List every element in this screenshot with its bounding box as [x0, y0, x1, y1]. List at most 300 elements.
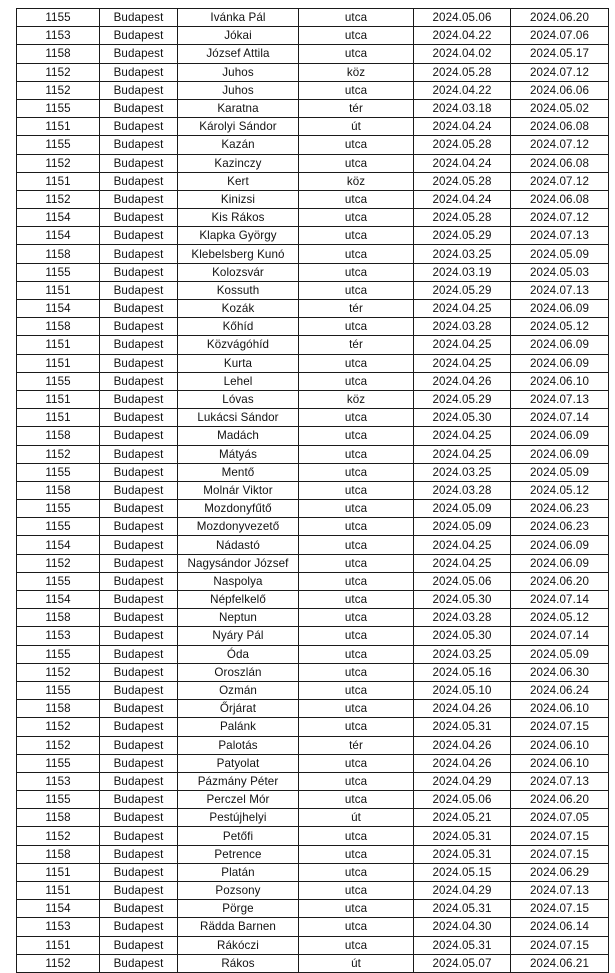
postal-code-cell: 1152: [17, 154, 100, 172]
postal-code-cell: 1153: [17, 627, 100, 645]
postal-code-cell: 1153: [17, 772, 100, 790]
table-row: [17, 809, 609, 827]
table-row: [17, 27, 609, 45]
street-type-cell: utca: [299, 827, 414, 845]
start-date-cell: 2024.04.25: [414, 336, 511, 354]
end-date-cell: 2024.06.10: [511, 700, 609, 718]
end-date-cell: 2024.06.29: [511, 863, 609, 881]
postal-code-cell: 1152: [17, 827, 100, 845]
end-date-cell: 2024.07.13: [511, 227, 609, 245]
start-date-cell: 2024.04.26: [414, 736, 511, 754]
start-date-cell: 2024.05.31: [414, 936, 511, 954]
start-date-cell: 2024.05.15: [414, 863, 511, 881]
end-date-cell: 2024.06.21: [511, 954, 609, 972]
table-row: [17, 445, 609, 463]
end-date-cell: 2024.07.12: [511, 172, 609, 190]
city-cell: Budapest: [100, 9, 178, 27]
table-row: [17, 536, 609, 554]
postal-code-cell: 1152: [17, 954, 100, 972]
start-date-cell: 2024.05.30: [414, 591, 511, 609]
street-name-cell: Kis Rákos: [178, 209, 299, 227]
start-date-cell: 2024.05.31: [414, 900, 511, 918]
street-type-cell: tér: [299, 736, 414, 754]
postal-code-cell: 1154: [17, 209, 100, 227]
table-row: [17, 754, 609, 772]
start-date-cell: 2024.04.24: [414, 154, 511, 172]
end-date-cell: 2024.06.09: [511, 427, 609, 445]
table-row: [17, 427, 609, 445]
end-date-cell: 2024.06.09: [511, 300, 609, 318]
start-date-cell: 2024.04.24: [414, 118, 511, 136]
start-date-cell: 2024.04.25: [414, 300, 511, 318]
start-date-cell: 2024.05.28: [414, 63, 511, 81]
end-date-cell: 2024.07.14: [511, 591, 609, 609]
postal-code-cell: 1153: [17, 27, 100, 45]
table-row: [17, 900, 609, 918]
start-date-cell: 2024.04.26: [414, 754, 511, 772]
city-cell: Budapest: [100, 281, 178, 299]
start-date-cell: 2024.05.28: [414, 209, 511, 227]
city-cell: Budapest: [100, 900, 178, 918]
street-name-cell: Klapka György: [178, 227, 299, 245]
table-row: [17, 281, 609, 299]
end-date-cell: 2024.07.13: [511, 390, 609, 408]
postal-code-cell: 1154: [17, 591, 100, 609]
table-row: [17, 99, 609, 117]
street-type-cell: utca: [299, 427, 414, 445]
street-type-cell: utca: [299, 900, 414, 918]
city-cell: Budapest: [100, 154, 178, 172]
street-name-cell: Juhos: [178, 81, 299, 99]
end-date-cell: 2024.06.23: [511, 500, 609, 518]
city-cell: Budapest: [100, 318, 178, 336]
start-date-cell: 2024.05.28: [414, 136, 511, 154]
start-date-cell: 2024.05.30: [414, 627, 511, 645]
street-type-cell: utca: [299, 9, 414, 27]
end-date-cell: 2024.05.12: [511, 481, 609, 499]
city-cell: Budapest: [100, 736, 178, 754]
street-name-cell: Kazán: [178, 136, 299, 154]
street-type-cell: utca: [299, 136, 414, 154]
table-row: [17, 154, 609, 172]
end-date-cell: 2024.07.14: [511, 627, 609, 645]
start-date-cell: 2024.05.31: [414, 845, 511, 863]
postal-code-cell: 1154: [17, 227, 100, 245]
start-date-cell: 2024.05.30: [414, 409, 511, 427]
table-row: [17, 554, 609, 572]
street-type-cell: utca: [299, 190, 414, 208]
postal-code-cell: 1152: [17, 190, 100, 208]
street-name-cell: Népfelkelő: [178, 591, 299, 609]
street-type-cell: utca: [299, 536, 414, 554]
end-date-cell: 2024.06.10: [511, 736, 609, 754]
street-name-cell: Kazinczy: [178, 154, 299, 172]
end-date-cell: 2024.07.12: [511, 136, 609, 154]
postal-code-cell: 1154: [17, 900, 100, 918]
street-type-cell: utca: [299, 700, 414, 718]
street-name-cell: Lóvas: [178, 390, 299, 408]
table-row: [17, 736, 609, 754]
end-date-cell: 2024.07.06: [511, 27, 609, 45]
start-date-cell: 2024.03.18: [414, 99, 511, 117]
table-row: [17, 190, 609, 208]
postal-code-cell: 1154: [17, 300, 100, 318]
postal-code-cell: 1155: [17, 500, 100, 518]
city-cell: Budapest: [100, 772, 178, 790]
end-date-cell: 2024.07.13: [511, 882, 609, 900]
table-row: [17, 591, 609, 609]
postal-code-cell: 1152: [17, 63, 100, 81]
end-date-cell: 2024.07.15: [511, 900, 609, 918]
city-cell: Budapest: [100, 409, 178, 427]
end-date-cell: 2024.06.09: [511, 554, 609, 572]
table-row: [17, 81, 609, 99]
table-row: [17, 954, 609, 972]
table-row: [17, 827, 609, 845]
start-date-cell: 2024.05.09: [414, 518, 511, 536]
street-type-cell: utca: [299, 27, 414, 45]
postal-code-cell: 1151: [17, 281, 100, 299]
end-date-cell: 2024.06.08: [511, 190, 609, 208]
city-cell: Budapest: [100, 136, 178, 154]
start-date-cell: 2024.04.24: [414, 190, 511, 208]
street-type-cell: utca: [299, 645, 414, 663]
start-date-cell: 2024.05.29: [414, 390, 511, 408]
postal-code-cell: 1155: [17, 754, 100, 772]
table-row: [17, 681, 609, 699]
street-name-cell: Közvágóhíd: [178, 336, 299, 354]
postal-code-cell: 1155: [17, 645, 100, 663]
city-cell: Budapest: [100, 81, 178, 99]
table-row: [17, 209, 609, 227]
postal-code-cell: 1158: [17, 45, 100, 63]
street-type-cell: utca: [299, 445, 414, 463]
postal-code-cell: 1152: [17, 445, 100, 463]
postal-code-cell: 1155: [17, 9, 100, 27]
street-type-cell: utca: [299, 918, 414, 936]
postal-code-cell: 1154: [17, 536, 100, 554]
city-cell: Budapest: [100, 954, 178, 972]
street-type-cell: utca: [299, 263, 414, 281]
end-date-cell: 2024.07.14: [511, 409, 609, 427]
city-cell: Budapest: [100, 754, 178, 772]
table-row: [17, 245, 609, 263]
street-type-cell: utca: [299, 663, 414, 681]
postal-code-cell: 1152: [17, 718, 100, 736]
street-name-cell: Pörge: [178, 900, 299, 918]
start-date-cell: 2024.04.25: [414, 445, 511, 463]
end-date-cell: 2024.06.09: [511, 336, 609, 354]
street-type-cell: utca: [299, 754, 414, 772]
start-date-cell: 2024.05.31: [414, 827, 511, 845]
street-type-cell: út: [299, 118, 414, 136]
street-name-cell: Rädda Barnen: [178, 918, 299, 936]
start-date-cell: 2024.03.25: [414, 645, 511, 663]
table-row: [17, 518, 609, 536]
start-date-cell: 2024.03.19: [414, 263, 511, 281]
table-row: [17, 481, 609, 499]
city-cell: Budapest: [100, 536, 178, 554]
start-date-cell: 2024.05.10: [414, 681, 511, 699]
end-date-cell: 2024.07.12: [511, 63, 609, 81]
start-date-cell: 2024.03.28: [414, 609, 511, 627]
city-cell: Budapest: [100, 27, 178, 45]
postal-code-cell: 1152: [17, 81, 100, 99]
start-date-cell: 2024.04.02: [414, 45, 511, 63]
street-name-cell: Naspolya: [178, 572, 299, 590]
table-row: [17, 263, 609, 281]
start-date-cell: 2024.05.29: [414, 281, 511, 299]
postal-code-cell: 1151: [17, 354, 100, 372]
street-name-cell: Perczel Mór: [178, 791, 299, 809]
start-date-cell: 2024.05.21: [414, 809, 511, 827]
postal-code-cell: 1155: [17, 681, 100, 699]
street-type-cell: út: [299, 809, 414, 827]
table-row: [17, 172, 609, 190]
end-date-cell: 2024.06.20: [511, 791, 609, 809]
city-cell: Budapest: [100, 336, 178, 354]
street-type-cell: utca: [299, 863, 414, 881]
city-cell: Budapest: [100, 591, 178, 609]
table-row: [17, 863, 609, 881]
table-row: [17, 572, 609, 590]
postal-code-cell: 1158: [17, 318, 100, 336]
start-date-cell: 2024.04.29: [414, 772, 511, 790]
street-type-cell: köz: [299, 63, 414, 81]
city-cell: Budapest: [100, 827, 178, 845]
table-row: [17, 936, 609, 954]
street-type-cell: tér: [299, 300, 414, 318]
city-cell: Budapest: [100, 791, 178, 809]
street-name-cell: Pozsony: [178, 882, 299, 900]
street-name-cell: Nyáry Pál: [178, 627, 299, 645]
end-date-cell: 2024.06.09: [511, 536, 609, 554]
street-name-cell: Molnár Viktor: [178, 481, 299, 499]
postal-code-cell: 1153: [17, 918, 100, 936]
start-date-cell: 2024.03.25: [414, 245, 511, 263]
street-type-cell: utca: [299, 609, 414, 627]
city-cell: Budapest: [100, 663, 178, 681]
street-name-cell: Kurta: [178, 354, 299, 372]
end-date-cell: 2024.07.15: [511, 936, 609, 954]
table-row: [17, 354, 609, 372]
street-type-cell: utca: [299, 463, 414, 481]
city-cell: Budapest: [100, 427, 178, 445]
postal-code-cell: 1155: [17, 99, 100, 117]
street-type-cell: utca: [299, 481, 414, 499]
postal-code-cell: 1158: [17, 809, 100, 827]
start-date-cell: 2024.04.30: [414, 918, 511, 936]
street-type-cell: utca: [299, 354, 414, 372]
postal-code-cell: 1155: [17, 263, 100, 281]
street-type-cell: utca: [299, 81, 414, 99]
start-date-cell: 2024.04.26: [414, 700, 511, 718]
start-date-cell: 2024.03.28: [414, 481, 511, 499]
city-cell: Budapest: [100, 300, 178, 318]
city-cell: Budapest: [100, 481, 178, 499]
table-row: [17, 500, 609, 518]
start-date-cell: 2024.03.25: [414, 463, 511, 481]
city-cell: Budapest: [100, 118, 178, 136]
postal-code-cell: 1151: [17, 882, 100, 900]
end-date-cell: 2024.06.06: [511, 81, 609, 99]
table-row: [17, 227, 609, 245]
end-date-cell: 2024.06.09: [511, 354, 609, 372]
street-type-cell: utca: [299, 518, 414, 536]
end-date-cell: 2024.06.14: [511, 918, 609, 936]
postal-code-cell: 1155: [17, 518, 100, 536]
city-cell: Budapest: [100, 227, 178, 245]
street-name-cell: Petőfi: [178, 827, 299, 845]
street-type-cell: utca: [299, 882, 414, 900]
city-cell: Budapest: [100, 863, 178, 881]
city-cell: Budapest: [100, 845, 178, 863]
street-type-cell: utca: [299, 372, 414, 390]
table-row: [17, 791, 609, 809]
street-type-cell: utca: [299, 845, 414, 863]
city-cell: Budapest: [100, 809, 178, 827]
street-name-cell: Madách: [178, 427, 299, 445]
end-date-cell: 2024.07.05: [511, 809, 609, 827]
end-date-cell: 2024.06.10: [511, 754, 609, 772]
table-row: [17, 409, 609, 427]
city-cell: Budapest: [100, 245, 178, 263]
street-name-cell: Ozmán: [178, 681, 299, 699]
street-name-cell: Kinizsi: [178, 190, 299, 208]
end-date-cell: 2024.05.12: [511, 318, 609, 336]
street-name-cell: Mátyás: [178, 445, 299, 463]
table-row: [17, 663, 609, 681]
city-cell: Budapest: [100, 518, 178, 536]
city-cell: Budapest: [100, 918, 178, 936]
start-date-cell: 2024.04.25: [414, 536, 511, 554]
street-type-cell: köz: [299, 172, 414, 190]
postal-code-cell: 1158: [17, 427, 100, 445]
street-name-cell: Patyolat: [178, 754, 299, 772]
street-type-cell: utca: [299, 227, 414, 245]
street-name-cell: Károlyi Sándor: [178, 118, 299, 136]
end-date-cell: 2024.06.08: [511, 154, 609, 172]
table-row: [17, 390, 609, 408]
street-type-cell: utca: [299, 591, 414, 609]
street-name-cell: Rákos: [178, 954, 299, 972]
postal-code-cell: 1155: [17, 463, 100, 481]
street-type-cell: út: [299, 954, 414, 972]
street-type-cell: utca: [299, 154, 414, 172]
street-type-cell: utca: [299, 772, 414, 790]
end-date-cell: 2024.06.30: [511, 663, 609, 681]
city-cell: Budapest: [100, 172, 178, 190]
document-page: [16, 8, 608, 973]
city-cell: Budapest: [100, 554, 178, 572]
street-name-cell: Kert: [178, 172, 299, 190]
street-name-cell: Kossuth: [178, 281, 299, 299]
table-row: [17, 772, 609, 790]
start-date-cell: 2024.05.06: [414, 572, 511, 590]
postal-code-cell: 1151: [17, 336, 100, 354]
table-row: [17, 336, 609, 354]
postal-code-cell: 1158: [17, 700, 100, 718]
table-row: [17, 845, 609, 863]
street-name-cell: Klebelsberg Kunó: [178, 245, 299, 263]
postal-code-cell: 1158: [17, 245, 100, 263]
street-type-cell: utca: [299, 627, 414, 645]
street-type-cell: utca: [299, 409, 414, 427]
street-type-cell: utca: [299, 681, 414, 699]
table-row: [17, 700, 609, 718]
end-date-cell: 2024.07.15: [511, 718, 609, 736]
street-name-cell: Kozák: [178, 300, 299, 318]
start-date-cell: 2024.04.22: [414, 27, 511, 45]
postal-code-cell: 1155: [17, 791, 100, 809]
start-date-cell: 2024.05.16: [414, 663, 511, 681]
postal-code-cell: 1152: [17, 554, 100, 572]
street-type-cell: utca: [299, 281, 414, 299]
start-date-cell: 2024.05.07: [414, 954, 511, 972]
street-type-cell: utca: [299, 209, 414, 227]
end-date-cell: 2024.05.12: [511, 609, 609, 627]
postal-code-cell: 1151: [17, 936, 100, 954]
city-cell: Budapest: [100, 882, 178, 900]
city-cell: Budapest: [100, 936, 178, 954]
end-date-cell: 2024.05.02: [511, 99, 609, 117]
city-cell: Budapest: [100, 700, 178, 718]
start-date-cell: 2024.04.25: [414, 427, 511, 445]
street-name-cell: Őrjárat: [178, 700, 299, 718]
street-type-cell: utca: [299, 318, 414, 336]
city-cell: Budapest: [100, 463, 178, 481]
street-name-cell: Pázmány Péter: [178, 772, 299, 790]
table-row: [17, 136, 609, 154]
table-row: [17, 118, 609, 136]
end-date-cell: 2024.06.09: [511, 445, 609, 463]
city-cell: Budapest: [100, 63, 178, 81]
street-name-cell: Kolozsvár: [178, 263, 299, 281]
postal-code-cell: 1155: [17, 572, 100, 590]
postal-code-cell: 1158: [17, 609, 100, 627]
table-row: [17, 718, 609, 736]
street-name-cell: Óda: [178, 645, 299, 663]
street-type-cell: utca: [299, 554, 414, 572]
start-date-cell: 2024.05.06: [414, 791, 511, 809]
end-date-cell: 2024.07.15: [511, 827, 609, 845]
street-type-cell: utca: [299, 572, 414, 590]
city-cell: Budapest: [100, 190, 178, 208]
city-cell: Budapest: [100, 500, 178, 518]
end-date-cell: 2024.06.24: [511, 681, 609, 699]
street-type-cell: utca: [299, 245, 414, 263]
street-name-cell: Lukácsi Sándor: [178, 409, 299, 427]
street-name-cell: Mentő: [178, 463, 299, 481]
end-date-cell: 2024.07.13: [511, 281, 609, 299]
end-date-cell: 2024.05.09: [511, 645, 609, 663]
table-row: [17, 318, 609, 336]
postal-code-cell: 1151: [17, 118, 100, 136]
city-cell: Budapest: [100, 718, 178, 736]
street-name-cell: Neptun: [178, 609, 299, 627]
end-date-cell: 2024.06.20: [511, 572, 609, 590]
start-date-cell: 2024.05.09: [414, 500, 511, 518]
end-date-cell: 2024.06.10: [511, 372, 609, 390]
street-type-cell: utca: [299, 45, 414, 63]
end-date-cell: 2024.05.09: [511, 463, 609, 481]
city-cell: Budapest: [100, 572, 178, 590]
postal-code-cell: 1158: [17, 845, 100, 863]
start-date-cell: 2024.05.28: [414, 172, 511, 190]
end-date-cell: 2024.05.03: [511, 263, 609, 281]
postal-code-cell: 1152: [17, 736, 100, 754]
start-date-cell: 2024.04.29: [414, 882, 511, 900]
